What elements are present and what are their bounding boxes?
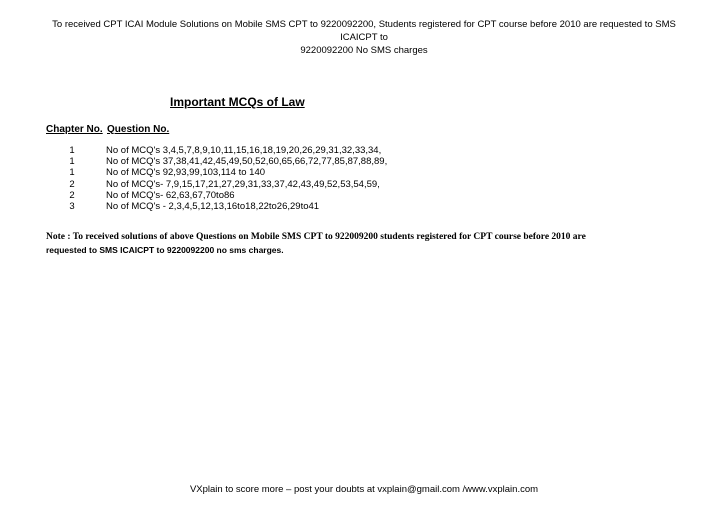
page-footer: VXplain to score more – post your doubts at vxplain@gmail.com /www.vxplain.com	[189, 484, 539, 495]
note-line-2: requested to SMS ICAICPT to 9220092200 no sms charges.	[46, 245, 284, 255]
question-numbers: No of MCQ's 3,4,5,7,8,9,10,11,15,16,18,19,20,26,29,31,32,33,34,	[106, 145, 382, 156]
note-line-1: Note : To received solutions of above Questions on Mobile SMS CPT to 922009200 students registered for CPT course before 2010 are	[46, 232, 586, 242]
note-paragraph	[46, 231, 686, 257]
chapter-number: 2	[69, 189, 75, 201]
column-header-question: Question No.	[107, 124, 170, 135]
question-numbers: No of MCQ's 92,93,99,103,114 to 140	[106, 167, 266, 179]
header-line-1: To received CPT ICAI Module Solutions on Mobile SMS CPT to 9220092200, Students registered for CPT course before 2010 are requested to SMS ICAICPT to	[52, 19, 676, 43]
column-header-chapter: Chapter No.	[46, 124, 103, 135]
chapter-number: 3	[69, 200, 75, 212]
chapter-number: 1	[69, 167, 75, 179]
question-numbers: No of MCQ's - 2,3,4,5,12,13,16to18,22to26,29to41	[106, 200, 320, 212]
chapter-number: 2	[69, 178, 75, 190]
question-numbers: No of MCQ's- 62,63,67,70to86	[106, 189, 235, 201]
question-numbers: No of MCQ's 37,38,41,42,45,49,50,52,60,65,66,72,77,85,87,88,89,	[106, 156, 388, 168]
chapter-number: 1	[69, 156, 75, 168]
question-numbers: No of MCQ's- 7,9,15,17,21,27,29,31,33,37,42,43,49,52,53,54,59,	[106, 178, 380, 190]
chapter-number: 1	[69, 145, 75, 156]
header-line-2: 9220092200 No SMS charges	[300, 45, 428, 56]
page-header	[40, 18, 688, 57]
page-title: Important MCQs of Law	[170, 95, 305, 109]
